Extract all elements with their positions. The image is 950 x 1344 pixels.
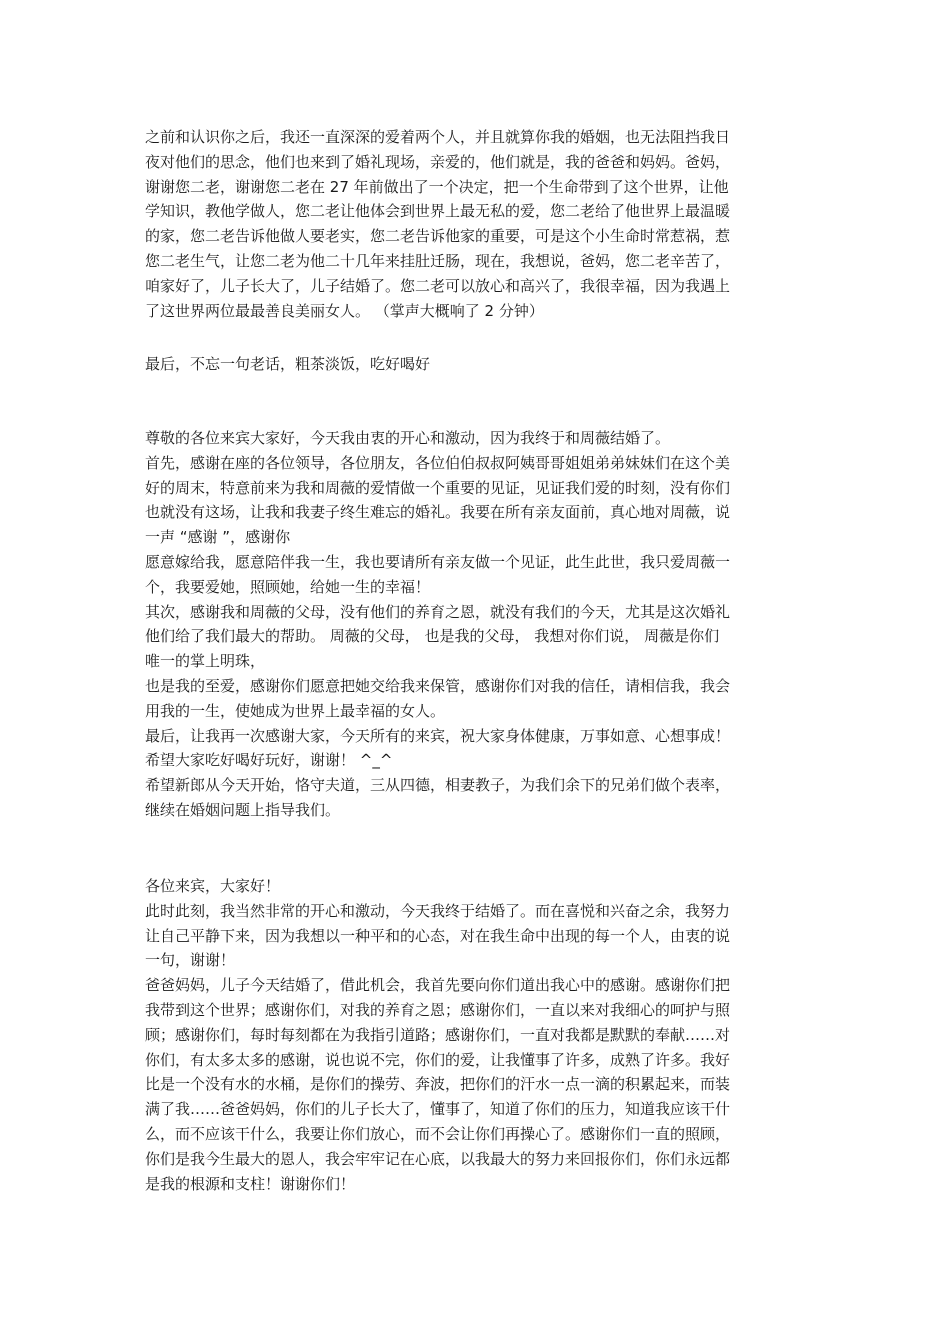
text-line: 了这世界两位最最善良美丽女人。 （掌声大概响了 2 分钟） bbox=[145, 301, 544, 320]
text-line: 让自己平静下来，因为我想以一种平和的心态，对在我生命中出现的每一个人，由衷的说 bbox=[145, 926, 731, 945]
text-line: 最后，让我再一次感谢大家，今天所有的来宾，祝大家身体健康，万事如意、心想事成！ bbox=[145, 726, 731, 745]
text-line: 尊敬的各位来宾大家好，今天我由衷的开心和激动，因为我终于和周薇结婚了。 bbox=[145, 429, 671, 447]
paragraph bbox=[145, 973, 815, 1196]
text-line: 唯一的掌上明珠， bbox=[145, 652, 266, 671]
paragraph bbox=[145, 352, 815, 377]
text-line: 首先，感谢在座的各位领导，各位朋友，各位伯伯叔叔阿姨哥哥姐姐弟弟妹妹们在这个美 bbox=[145, 453, 731, 472]
text-line: 是我的根源和支柱！谢谢你们！ bbox=[145, 1174, 356, 1193]
text-line: 也是我的至爱，感谢你们愿意把她交给我来保管，感谢你们对我的信任，请相信我，我会 bbox=[145, 676, 731, 695]
text-line: 一声 “感谢 ”，感谢你 bbox=[145, 528, 291, 547]
text-line: 希望新郎从今天开始，恪守夫道，三从四德，相妻教子，为我们余下的兄弟们做个表率， bbox=[145, 776, 731, 795]
paragraph bbox=[145, 451, 815, 550]
text-line: 的家，您二老告诉他做人要老实，您二老告诉他家的重要，可是这个小生命时常惹祸，惹 bbox=[145, 227, 731, 246]
paragraph bbox=[145, 550, 815, 600]
text-line: 您二老生气，让您二老为他二十几年来挂肚迁肠，现在，我想说，爸妈，您二老辛苦了， bbox=[145, 251, 731, 270]
text-line: 此时此刻，我当然非常的开心和激动，今天我终于结婚了。而在喜悦和兴奋之余，我努力 bbox=[145, 901, 731, 920]
paragraph bbox=[145, 773, 815, 823]
text-line: 其次，感谢我和周薇的父母，没有他们的养育之恩，就没有我们的今天，尤其是这次婚礼 bbox=[145, 602, 731, 621]
paragraph bbox=[145, 724, 815, 749]
text-line: 也就没有这场，让我和我妻子终生难忘的婚礼。我要在所有亲友面前，真心地对周薇，说 bbox=[145, 503, 731, 522]
text-line: 他们给了我们最大的帮助。 周薇的父母， 也是我的父母， 我想对你们说， 周薇是你们 bbox=[145, 627, 720, 646]
text-line: 爸爸妈妈，儿子今天结婚了，借此机会，我首先要向你们道出我心中的感谢。感谢你们把 bbox=[145, 976, 731, 995]
text-line: 用我的一生，使她成为世界上最幸福的女人。 bbox=[145, 701, 446, 720]
paragraph bbox=[145, 874, 815, 899]
text-line: 你们是我今生最大的恩人，我会牢牢记在心底，以我最大的努力来回报你们，你们永远都 bbox=[145, 1149, 731, 1168]
text-section-2 bbox=[145, 352, 815, 377]
text-line: 夜对他们的思念，他们也来到了婚礼现场，亲爱的，他们就是，我的爸爸和妈妈。爸妈， bbox=[145, 152, 731, 171]
text-section-3 bbox=[145, 426, 815, 823]
text-line: 愿意嫁给我，愿意陪伴我一生，我也要请所有亲友做一个见证，此生此世，我只爱周薇一 bbox=[145, 552, 731, 571]
text-section-1 bbox=[145, 125, 815, 323]
paragraph bbox=[145, 899, 815, 973]
text-line: 最后，不忘一句老话，粗茶淡饭，吃好喝好 bbox=[145, 355, 431, 373]
text-line: 顾；感谢你们，每时每刻都在为我指引道路；感谢你们，一直对我都是默默的奉献……对 bbox=[145, 1025, 731, 1044]
paragraph bbox=[145, 674, 815, 724]
text-line: 继续在婚姻问题上指导我们。 bbox=[145, 800, 341, 819]
paragraph bbox=[145, 600, 815, 674]
paragraph bbox=[145, 748, 815, 773]
text-line: 一句，谢谢！ bbox=[145, 951, 236, 970]
text-line: 满了我……爸爸妈妈，你们的儿子长大了，懂事了，知道了你们的压力，知道我应该干什 bbox=[145, 1100, 731, 1119]
text-line: 谢谢您二老，谢谢您二老在 27 年前做出了一个决定，把一个生命带到了这个世界，让他 bbox=[145, 177, 729, 196]
text-line: 之前和认识你之后，我还一直深深的爱着两个人，并且就算你我的婚姻，也无法阻挡我日 bbox=[145, 128, 731, 146]
text-line: 比是一个没有水的水桶，是你们的操劳、奔波，把你们的汗水一点一滴的积累起来，而装 bbox=[145, 1075, 731, 1094]
paragraph bbox=[145, 426, 815, 451]
text-line: 个，我要爱她，照顾她，给她一生的幸福！ bbox=[145, 577, 431, 596]
text-line: 希望大家吃好喝好玩好，谢谢！ ^_^ bbox=[145, 751, 393, 770]
text-line: 各位来宾，大家好！ bbox=[145, 877, 281, 895]
text-line: 咱家好了，儿子长大了，儿子结婚了。您二老可以放心和高兴了，我很幸福，因为我遇上 bbox=[145, 276, 731, 295]
text-line: 好的周末，特意前来为我和周薇的爱情做一个重要的见证，见证我们爱的时刻，没有你们 bbox=[145, 478, 731, 497]
text-line: 你们，有太多太多的感谢，说也说不完，你们的爱，让我懂事了许多，成熟了许多。我好 bbox=[145, 1050, 731, 1069]
text-line: 么，而不应该干什么，我要让你们放心，而不会让你们再操心了。感谢你们一直的照顾， bbox=[145, 1124, 731, 1143]
text-section-4 bbox=[145, 874, 815, 1196]
text-line: 学知识，教他学做人，您二老让他体会到世界上最无私的爱，您二老给了他世界上最温暖 bbox=[145, 202, 731, 221]
paragraph bbox=[145, 125, 815, 323]
text-line: 我带到这个世界；感谢你们，对我的养育之恩；感谢你们，一直以来对我细心的呵护与照 bbox=[145, 1000, 731, 1019]
